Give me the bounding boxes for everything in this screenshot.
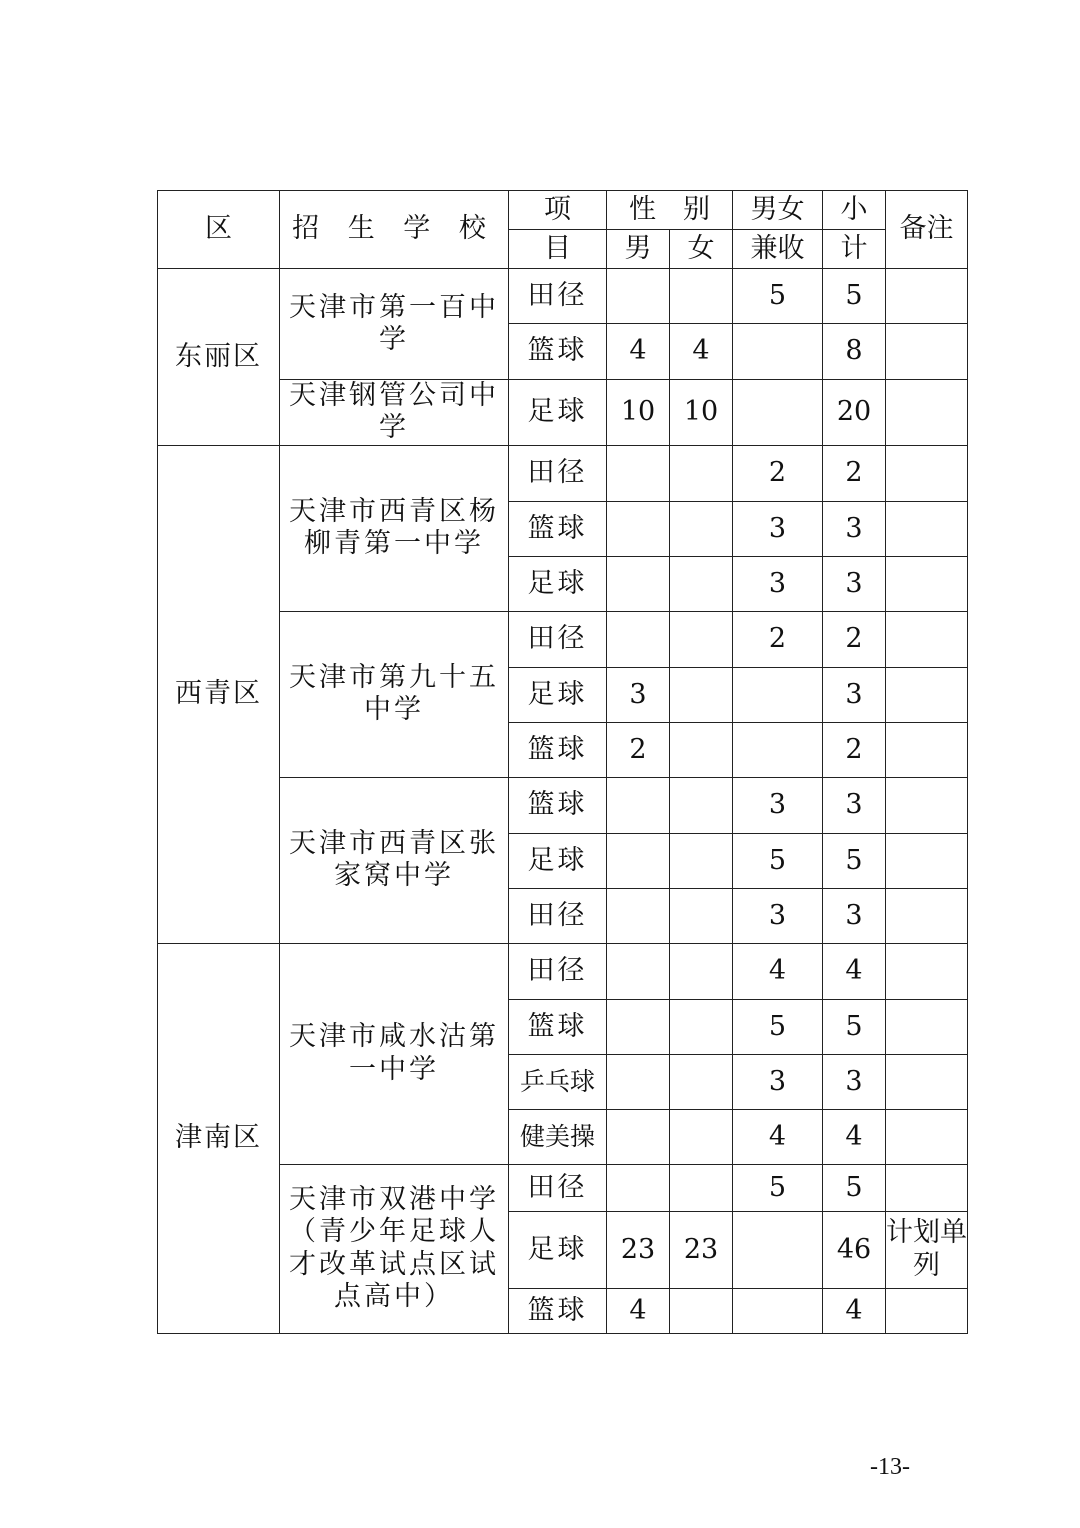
female-cell: [670, 722, 733, 777]
female-cell: [670, 1109, 733, 1164]
female-cell: [670, 667, 733, 722]
male-cell: [607, 999, 670, 1054]
female-cell: [670, 943, 733, 999]
male-cell: [607, 777, 670, 833]
subtotal-cell: 4: [823, 1288, 886, 1333]
sport-cell: 篮球: [509, 1288, 607, 1333]
male-cell: [607, 1109, 670, 1164]
header-female: 女: [670, 230, 733, 269]
subtotal-cell: 8: [823, 324, 886, 380]
remark-cell: [886, 269, 968, 324]
male-cell: [607, 445, 670, 501]
female-cell: 4: [670, 324, 733, 380]
female-cell: 10: [670, 380, 733, 446]
female-cell: [670, 888, 733, 943]
remark-cell: [886, 556, 968, 611]
both-cell: 4: [733, 943, 823, 999]
sport-cell: 田径: [509, 269, 607, 324]
female-cell: [670, 999, 733, 1054]
both-cell: [733, 380, 823, 446]
female-cell: [670, 556, 733, 611]
school-cell: 天津市双港中学（青少年足球人才改革试点区试点高中）: [280, 1164, 509, 1333]
female-cell: [670, 777, 733, 833]
sport-cell: 田径: [509, 445, 607, 501]
remark-cell: [886, 1288, 968, 1333]
male-cell: 4: [607, 1288, 670, 1333]
remark-cell: [886, 667, 968, 722]
sport-cell: 足球: [509, 380, 607, 446]
subtotal-cell: 46: [823, 1211, 886, 1288]
subtotal-cell: 3: [823, 1054, 886, 1109]
header-item-top: 项: [509, 191, 607, 230]
district-cell: 东丽区: [158, 269, 280, 446]
table-row: [158, 445, 968, 501]
male-cell: [607, 1054, 670, 1109]
subtotal-cell: 3: [823, 501, 886, 556]
sport-cell: 篮球: [509, 501, 607, 556]
sport-cell: 足球: [509, 556, 607, 611]
both-cell: 3: [733, 1054, 823, 1109]
school-cell: 天津市西青区杨柳青第一中学: [280, 445, 509, 611]
both-cell: [733, 1288, 823, 1333]
sport-cell: 健美操: [509, 1109, 607, 1164]
subtotal-cell: 5: [823, 269, 886, 324]
both-cell: [733, 1211, 823, 1288]
male-cell: [607, 833, 670, 888]
sport-cell: 篮球: [509, 324, 607, 380]
table-row: [158, 380, 968, 446]
female-cell: [670, 1288, 733, 1333]
female-cell: [670, 1164, 733, 1211]
school-cell: 天津市第九十五中学: [280, 611, 509, 777]
sport-cell: 足球: [509, 833, 607, 888]
sport-cell: 篮球: [509, 777, 607, 833]
enrollment-table: [157, 190, 968, 1334]
header-subtotal-top: 小: [823, 191, 886, 230]
subtotal-cell: 3: [823, 777, 886, 833]
male-cell: [607, 943, 670, 999]
subtotal-cell: 5: [823, 1164, 886, 1211]
table-row: [158, 269, 968, 324]
remark-cell: [886, 1109, 968, 1164]
table-row: [158, 777, 968, 833]
male-cell: [607, 611, 670, 667]
subtotal-cell: 4: [823, 1109, 886, 1164]
remark-cell: [886, 324, 968, 380]
remark-cell: [886, 722, 968, 777]
subtotal-cell: 20: [823, 380, 886, 446]
remark-cell: [886, 833, 968, 888]
sport-cell: 足球: [509, 667, 607, 722]
table-row: [158, 1164, 968, 1211]
female-cell: [670, 445, 733, 501]
school-cell: 天津市西青区张家窝中学: [280, 777, 509, 943]
subtotal-cell: 4: [823, 943, 886, 999]
subtotal-cell: 2: [823, 445, 886, 501]
both-cell: 5: [733, 269, 823, 324]
remark-cell: [886, 611, 968, 667]
male-cell: 10: [607, 380, 670, 446]
both-cell: 3: [733, 777, 823, 833]
school-cell: 天津市第一百中学: [280, 269, 509, 380]
subtotal-cell: 3: [823, 556, 886, 611]
subtotal-cell: 2: [823, 722, 886, 777]
male-cell: 3: [607, 667, 670, 722]
remark-cell: [886, 888, 968, 943]
male-cell: 4: [607, 324, 670, 380]
male-cell: [607, 556, 670, 611]
female-cell: [670, 833, 733, 888]
header-both-bottom: 兼收: [733, 230, 823, 269]
male-cell: [607, 888, 670, 943]
remark-cell: [886, 777, 968, 833]
both-cell: 3: [733, 501, 823, 556]
remark-cell: [886, 999, 968, 1054]
both-cell: [733, 722, 823, 777]
district-cell: 西青区: [158, 445, 280, 943]
subtotal-cell: 2: [823, 611, 886, 667]
both-cell: 5: [733, 1164, 823, 1211]
both-cell: [733, 667, 823, 722]
both-cell: 5: [733, 999, 823, 1054]
subtotal-cell: 3: [823, 667, 886, 722]
district-cell: 津南区: [158, 943, 280, 1333]
table-row: [158, 611, 968, 667]
sport-cell: 田径: [509, 888, 607, 943]
sport-cell: 篮球: [509, 999, 607, 1054]
male-cell: 2: [607, 722, 670, 777]
remark-cell: [886, 380, 968, 446]
school-cell: 天津市咸水沽第一中学: [280, 943, 509, 1164]
female-cell: [670, 501, 733, 556]
remark-cell: [886, 943, 968, 999]
male-cell: 23: [607, 1211, 670, 1288]
header-subtotal-bottom: 计: [823, 230, 886, 269]
remark-cell: 计划单列: [886, 1211, 968, 1288]
sport-cell: 乒乓球: [509, 1054, 607, 1109]
both-cell: 3: [733, 888, 823, 943]
female-cell: 23: [670, 1211, 733, 1288]
male-cell: [607, 1164, 670, 1211]
header-school: 招 生 学 校: [280, 191, 509, 269]
female-cell: [670, 269, 733, 324]
header-row-1: [158, 191, 968, 230]
both-cell: [733, 324, 823, 380]
remark-cell: [886, 501, 968, 556]
sport-cell: 田径: [509, 943, 607, 999]
table-row: [158, 943, 968, 999]
sport-cell: 足球: [509, 1211, 607, 1288]
page-number: -13-: [870, 1454, 910, 1480]
both-cell: 4: [733, 1109, 823, 1164]
subtotal-cell: 5: [823, 833, 886, 888]
remark-cell: [886, 1054, 968, 1109]
male-cell: [607, 501, 670, 556]
subtotal-cell: 3: [823, 888, 886, 943]
both-cell: 2: [733, 611, 823, 667]
remark-cell: [886, 445, 968, 501]
remark-cell: [886, 1164, 968, 1211]
header-gender: 性 别: [607, 191, 733, 230]
header-both-top: 男女: [733, 191, 823, 230]
header-male: 男: [607, 230, 670, 269]
both-cell: 5: [733, 833, 823, 888]
both-cell: 3: [733, 556, 823, 611]
sport-cell: 田径: [509, 611, 607, 667]
school-cell: 天津钢管公司中学: [280, 380, 509, 446]
both-cell: 2: [733, 445, 823, 501]
female-cell: [670, 1054, 733, 1109]
male-cell: [607, 269, 670, 324]
header-remarks: 备注: [886, 191, 968, 269]
sport-cell: 田径: [509, 1164, 607, 1211]
header-district: 区: [158, 191, 280, 269]
sport-cell: 篮球: [509, 722, 607, 777]
subtotal-cell: 5: [823, 999, 886, 1054]
header-item-bottom: 目: [509, 230, 607, 269]
female-cell: [670, 611, 733, 667]
